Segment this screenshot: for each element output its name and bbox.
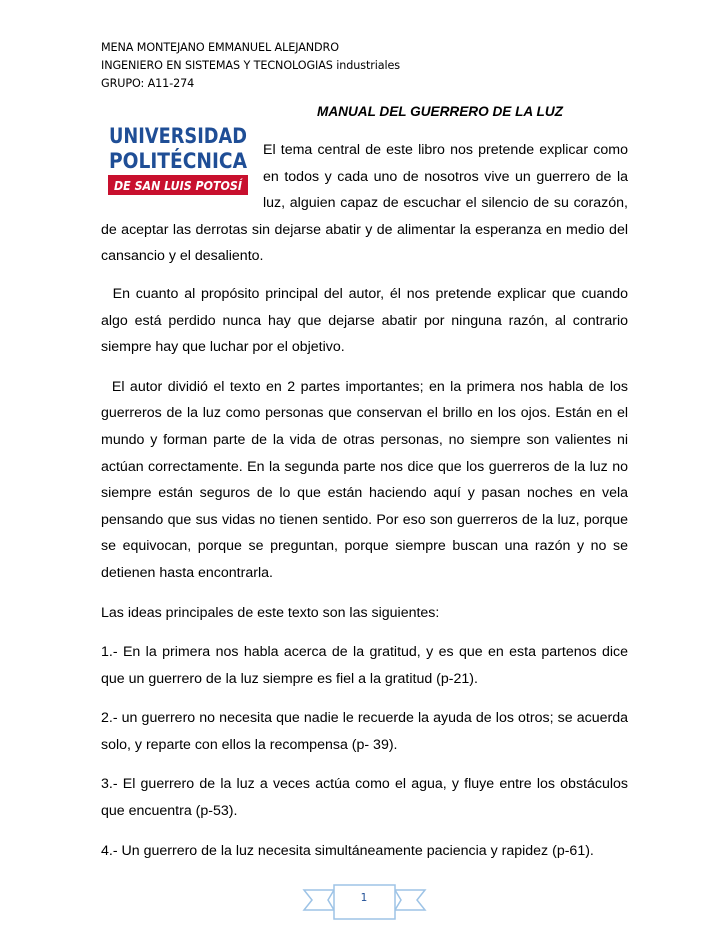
document-title: MANUAL DEL GUERRERO DE LA LUZ (317, 104, 563, 119)
list-item-idea-2: 2.- un guerrero no necesita que nadie le recuerde la ayuda de los otros; se acuerda solo, y reparte con ellos la recompensa (p- 39). (101, 710, 628, 753)
logo-line-2: POLITÉCNICA (109, 149, 265, 173)
logo-spacer (101, 137, 263, 216)
page-number: 1 (360, 892, 368, 904)
document-body (101, 137, 628, 877)
author-group: GRUPO: A11-274 (101, 77, 195, 90)
list-item-idea-3: 3.- El guerrero de la luz a veces actúa como el agua, y fluye entre los obstáculos que encuentra (p-53). (101, 776, 628, 820)
document-header (101, 39, 400, 93)
author-program: INGENIERO EN SISTEMAS Y TECNOLOGIAS industriales (101, 59, 401, 72)
logo-line-1: UNIVERSIDAD (109, 124, 247, 148)
paragraph-structure: El autor dividió el texto en 2 partes importantes; en la primera nos habla de los guerreros de la luz como personas que conservan el brillo en los ojos. Están en el mundo y forman parte de la vida de otras personas, no siempre son valientes ni actúan correctamente. En la segunda parte nos dice que los guerreros de la luz no siempre están seguros de lo que están haciendo aquí y pasan noches en vela pensando que sus vidas no tienen sentido. Por eso son guerreros de la luz, porque se equivocan, porque se preguntan, porque siempre buscan una razón y no se detienen hasta encontrarla. (101, 378, 628, 581)
author-name: MENA MONTEJANO EMMANUEL ALEJANDRO (101, 41, 339, 54)
logo-line-3: DE SAN LUIS POTOSÍ (114, 179, 253, 193)
list-item-idea-4: 4.- Un guerrero de la luz necesita simultáneamente paciencia y rapidez (p-61). (101, 842, 594, 859)
paragraph-intro: El tema central de este libro nos pretende explicar como en todos y cada uno de nosotros vive un guerrero de la luz, alguien capaz de escuchar el silencio de su corazón, de aceptar las derrotas sin dejarse abatir y de alimentar la esperanza en medio del cansancio y el desaliento. (101, 142, 628, 265)
paragraph-purpose: En cuanto al propósito principal del autor, él nos pretende explicar que cuando algo está perdido nunca hay que dejarse abatir por ninguna razón, al contrario siempre hay que luchar por el objetivo. (101, 285, 628, 356)
paragraph-ideas-heading: Las ideas principales de este texto son las siguientes: (101, 604, 440, 621)
list-item-idea-1: 1.- En la primera nos habla acerca de la gratitud, y es que en esta partenos dice que un guerrero de la luz siempre es fiel a la gratitud (p-21). (101, 644, 628, 687)
